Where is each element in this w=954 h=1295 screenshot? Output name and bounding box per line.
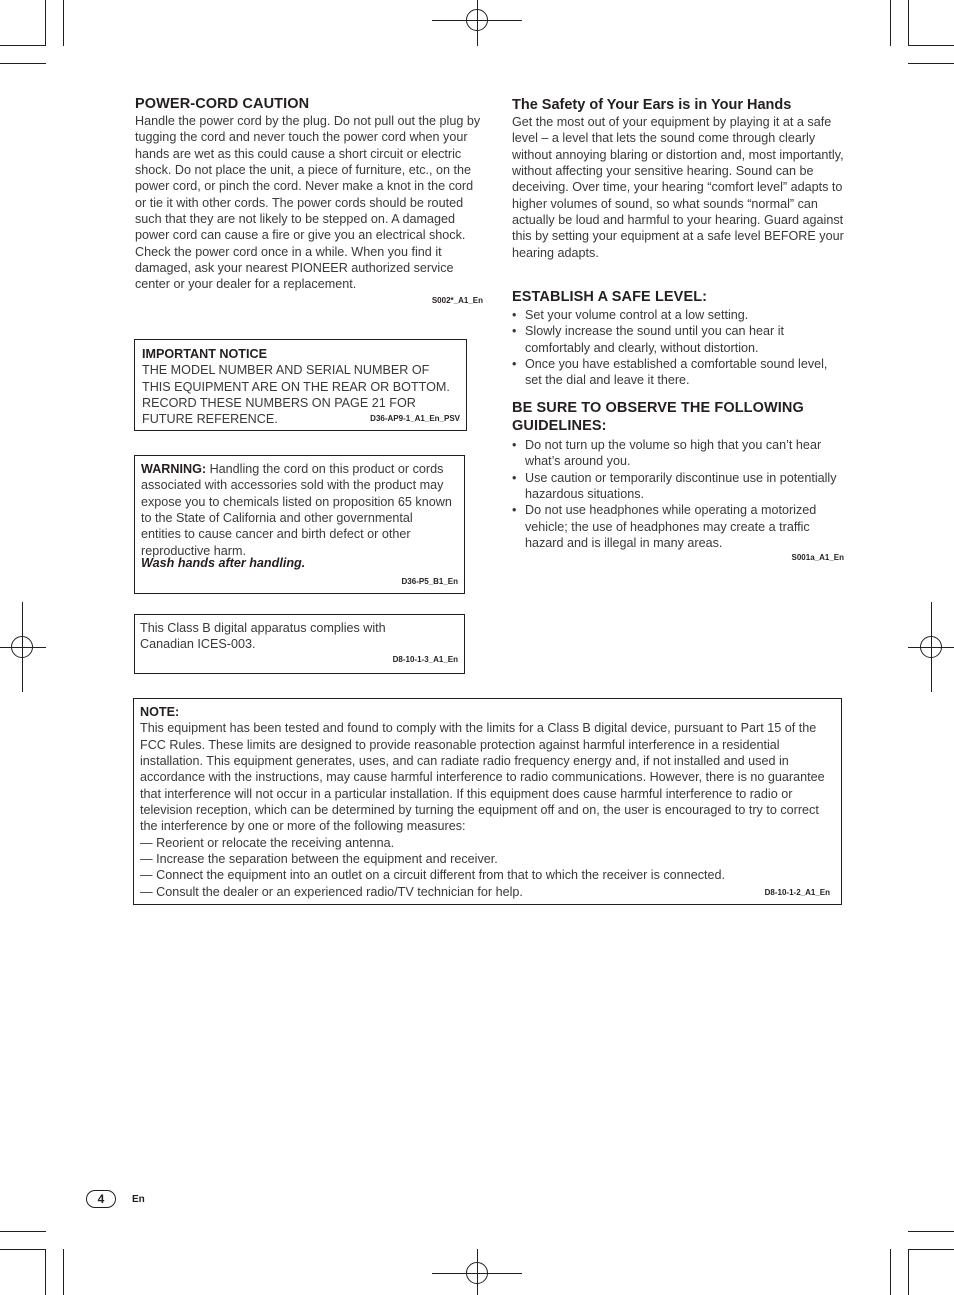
warning-label: WARNING: [141,462,207,476]
warning-box [134,455,465,594]
canada-notice-box [134,614,465,674]
canada-notice-text: This Class B digital apparatus complies with Canadian ICES-003. [140,621,386,652]
safe-level-heading: ESTABLISH A SAFE LEVEL: [512,289,708,305]
ears-section [512,96,844,261]
list-item: • Do not use headphones while operating a motorized vehicle; the use of headphones may create a traffic hazard and is illegal in many areas. [512,502,844,551]
language-label: En [132,1194,145,1205]
warning-emphasis: Wash hands after handling. [141,556,306,570]
warning-paragraph [141,461,454,559]
important-notice-box [134,339,467,431]
guidelines-heading: BE SURE TO OBSERVE THE FOLLOWING GUIDELINES: [512,400,804,434]
important-notice-heading: IMPORTANT NOTICE [142,347,267,361]
list-item: • Use caution or temporarily discontinue use in potentially hazardous situations. [512,470,844,503]
important-notice-code: D36-AP9-1_A1_En_PSV [370,414,460,423]
warning-code: D36-P5_B1_En [401,577,458,586]
fcc-measure: — Consult the dealer or an experienced radio/TV technician for help. [140,884,523,899]
list-item: • Do not turn up the volume so high that you can’t hear what’s around you. [512,437,844,470]
power-cord-code: S002*_A1_En [431,295,483,305]
fcc-note-heading: NOTE: [140,705,180,719]
fcc-measure: — Increase the separation between the equipment and receiver. [140,852,498,867]
fcc-measure: — Connect the equipment into an outlet on a circuit different from that to which the receiver is connected. [140,868,726,883]
fcc-note-code: D8-10-1-2_A1_En [764,888,830,897]
ears-text: Get the most out of your equipment by playing it at a safe level – a level that lets the sound come through clearly without annoying blaring or distortion and, most importantly, without affecting your sensitive hearing. Sound can be deceiving. Over time, your hearing “comfort level” adapts to higher volumes of sound, so what sounds “normal” can actually be loud and harmful to your hearing. Guard against this by setting your equipment at a safe level BEFORE your hearing adapts. [512,115,844,260]
safe-level-section [512,288,844,389]
warning-text: Handling the cord on this product or cords associated with accessories sold with the product may expose you to chemicals listed on proposition 65 known to the State of California and other governmental entities to cause cancer and birth defect or other reproductive harm. [141,462,452,558]
safe-level-list [512,307,844,389]
fcc-measure: — Reorient or relocate the receiving antenna. [140,835,395,850]
list-item: • Set your volume control at a low setting. [512,307,844,323]
list-item: • Slowly increase the sound until you can hear it comfortably and clearly, without distortion. [512,323,844,356]
guidelines-section [512,399,844,563]
guidelines-code: S001a_A1_En [791,553,844,563]
list-item: • Once you have established a comfortable sound level, set the dial and leave it there. [512,356,844,389]
page-number: 4 [86,1190,116,1208]
canada-notice-code: D8-10-1-3_A1_En [392,655,458,664]
guidelines-list [512,437,844,551]
power-cord-heading: POWER-CORD CAUTION [135,96,310,112]
power-cord-text: Handle the power cord by the plug. Do not pull out the plug by tugging the cord and never touch the power cord when your hands are wet as this could cause a short circuit or electric shock. Do not place the unit, a piece of furniture, etc., on the power cord, or pinch the cord. Never make a knot in the cord or tie it with other cords. The power cords should be routed such that they are not likely to be stepped on. A damaged power cord can cause a fire or give you an electrical shock. Check the power cord once in a while. When you find it damaged, ask your nearest PIONEER authorized service center or your dealer for a replacement. [135,114,481,292]
power-cord-section [135,95,483,306]
fcc-note-box [133,698,842,905]
fcc-note-text: This equipment has been tested and found to comply with the limits for a Class B digital device, pursuant to Part 15 of the FCC Rules. These limits are designed to provide reasonable protection against harmful interference in a residential installation. This equipment generates, uses, and can radiate radio frequency energy and, if not installed and used in accordance with the instructions, may cause harmful interference to radio communications. However, there is no guarantee that interference will not occur in a particular installation. If this equipment does cause harmful interference to radio or television reception, which can be determined by turning the equipment off and on, the user is encouraged to try to correct the interference by one or more of the following measures: [140,721,825,834]
important-notice-text: THE MODEL NUMBER AND SERIAL NUMBER OF THIS EQUIPMENT ARE ON THE REAR OR BOTTOM. RECORD THESE NUMBERS ON PAGE 21 FOR FUTURE REFERENCE. [142,363,450,427]
ears-heading: The Safety of Your Ears is in Your Hands [512,97,792,113]
